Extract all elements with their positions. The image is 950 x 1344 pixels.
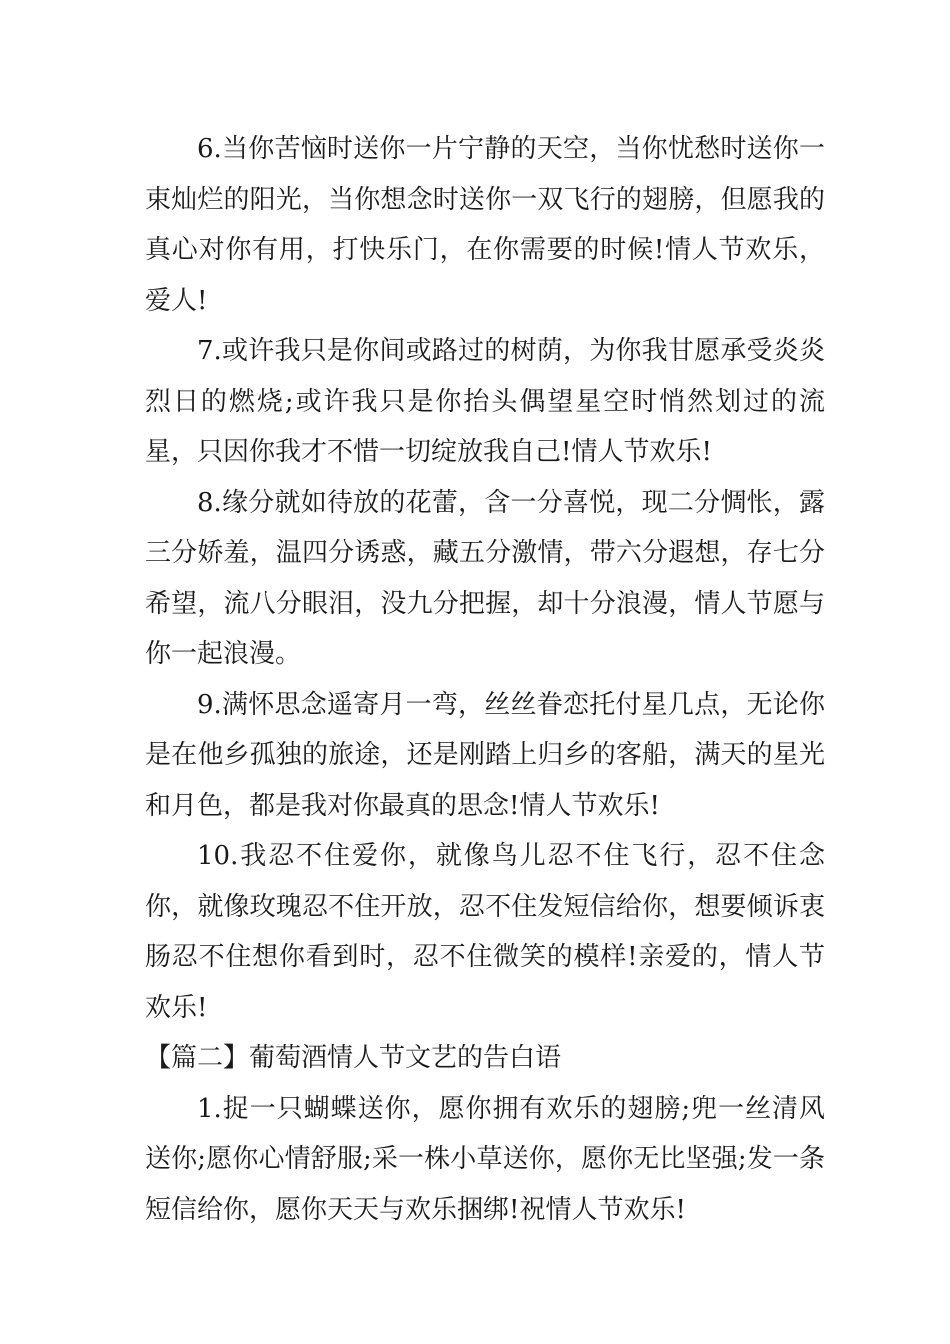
section-heading: 【篇二】葡萄酒情人节文艺的告白语 — [145, 1043, 562, 1073]
section-paragraph-item-1: 1.捉一只蝴蝶送你，愿你拥有欢乐的翅膀;兜一丝清风送你;愿你心情舒服;采一株小草送你，愿你无比坚强;发一条短信给你，愿你天天与欢乐捆绑!祝情人节欢乐! — [145, 1093, 825, 1225]
document-page — [145, 124, 825, 1235]
paragraph-item-9: 9.满怀思念遥寄月一弯，丝丝眷恋托付星几点，无论你是在他乡孤独的旅途，还是刚踏上归乡的客船，满天的星光和月色，都是我对你最真的思念!情人节欢乐! — [145, 689, 825, 821]
paragraph-item-6: 6.当你苦恼时送你一片宁静的天空，当你忧愁时送你一束灿烂的阳光，当你想念时送你一双飞行的翅膀，但愿我的真心对你有用，打快乐门，在你需要的时候!情人节欢乐，爱人! — [145, 134, 825, 316]
paragraph-item-10: 10.我忍不住爱你，就像鸟儿忍不住飞行，忍不住念你，就像玫瑰忍不住开放，忍不住发短信给你，想要倾诉衷肠忍不住想你看到时，忍不住微笑的模样!亲爱的，情人节欢乐! — [145, 841, 825, 1023]
paragraph-item-7: 7.或许我只是你间或路过的树荫，为你我甘愿承受炎炎烈日的燃烧;或许我只是你抬头偶望星空时悄然划过的流星，只因你我才不惜一切绽放我自己!情人节欢乐! — [145, 336, 825, 467]
paragraph-item-8: 8.缘分就如待放的花蕾，含一分喜悦，现二分惆怅，露三分娇羞，温四分诱惑，藏五分激情，带六分遐想，存七分希望，流八分眼泪，没九分把握，却十分浪漫，情人节愿与你一起浪漫。 — [145, 487, 825, 669]
